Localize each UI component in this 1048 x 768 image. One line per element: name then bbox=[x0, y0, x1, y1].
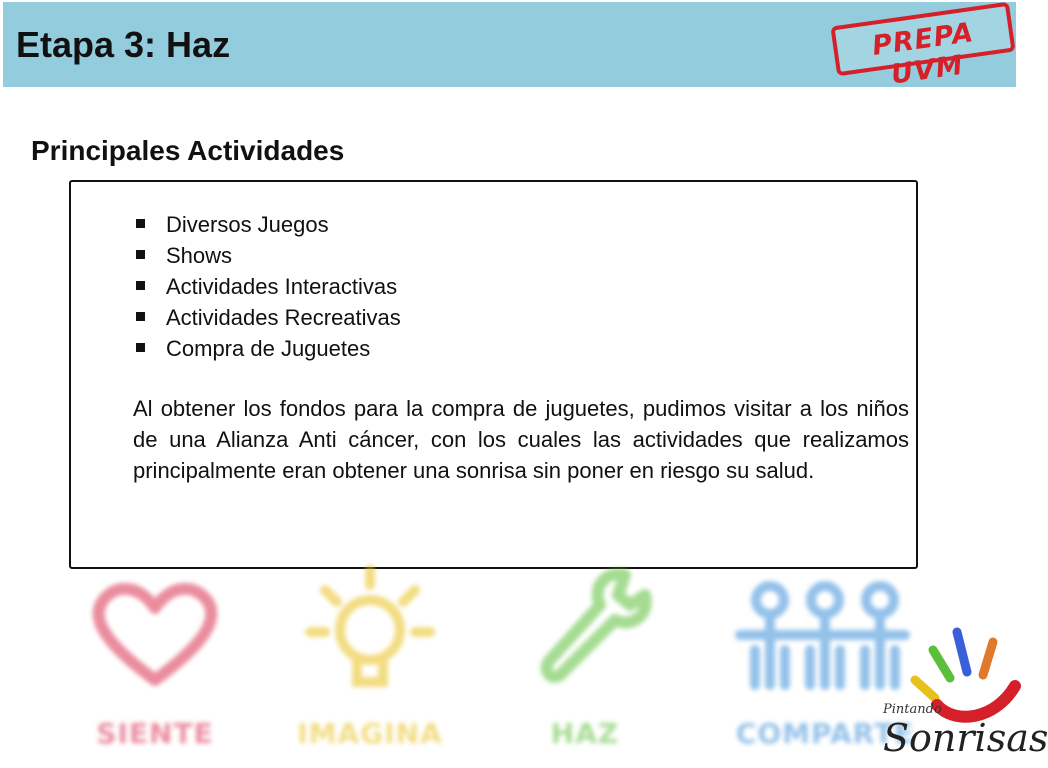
imagina-block bbox=[295, 560, 445, 760]
content-box bbox=[69, 180, 918, 569]
bullet-icon bbox=[136, 343, 145, 352]
list-item: Actividades Interactivas bbox=[133, 271, 401, 302]
bullet-icon bbox=[136, 312, 145, 321]
section-subtitle: Principales Actividades bbox=[31, 135, 345, 166]
logo-small-text: Pintando bbox=[883, 702, 942, 717]
wrench-icon bbox=[510, 560, 660, 700]
siente-label: SIENTE bbox=[96, 717, 214, 750]
bullet-icon bbox=[136, 250, 145, 259]
bullet-icon bbox=[136, 281, 145, 290]
siente-block bbox=[80, 560, 230, 760]
footer-icons bbox=[80, 560, 930, 760]
haz-block bbox=[510, 560, 660, 760]
list-item: Shows bbox=[133, 240, 401, 271]
activities-list bbox=[133, 209, 401, 364]
page-title: Etapa 3: Haz bbox=[16, 24, 231, 65]
list-item: Diversos Juegos bbox=[133, 209, 401, 240]
comparte-label: COMPARTE bbox=[735, 717, 915, 750]
list-item: Actividades Recreativas bbox=[133, 302, 401, 333]
imagina-label: IMAGINA bbox=[297, 717, 443, 750]
stamp-text: PREPA UVM bbox=[870, 17, 976, 91]
description-paragraph: Al obtener los fondos para la compra de juguetes, pudimos visitar a los niños de una Alianza Anti cáncer, con los cuales las actividades que realizamos principalmente eran obtener una sonrisa sin poner en riesgo su salud. bbox=[133, 396, 909, 483]
prepa-uvm-stamp-logo bbox=[830, 2, 1015, 91]
bullet-icon bbox=[136, 219, 145, 228]
pintando-sonrisas-logo bbox=[875, 620, 1048, 768]
header-bar bbox=[3, 2, 1016, 91]
heart-icon bbox=[80, 560, 230, 700]
list-item: Compra de Juguetes bbox=[133, 333, 401, 364]
lightbulb-icon bbox=[295, 560, 445, 700]
logo-big-text: Sonrisas bbox=[883, 716, 1048, 760]
haz-label: HAZ bbox=[550, 717, 620, 750]
